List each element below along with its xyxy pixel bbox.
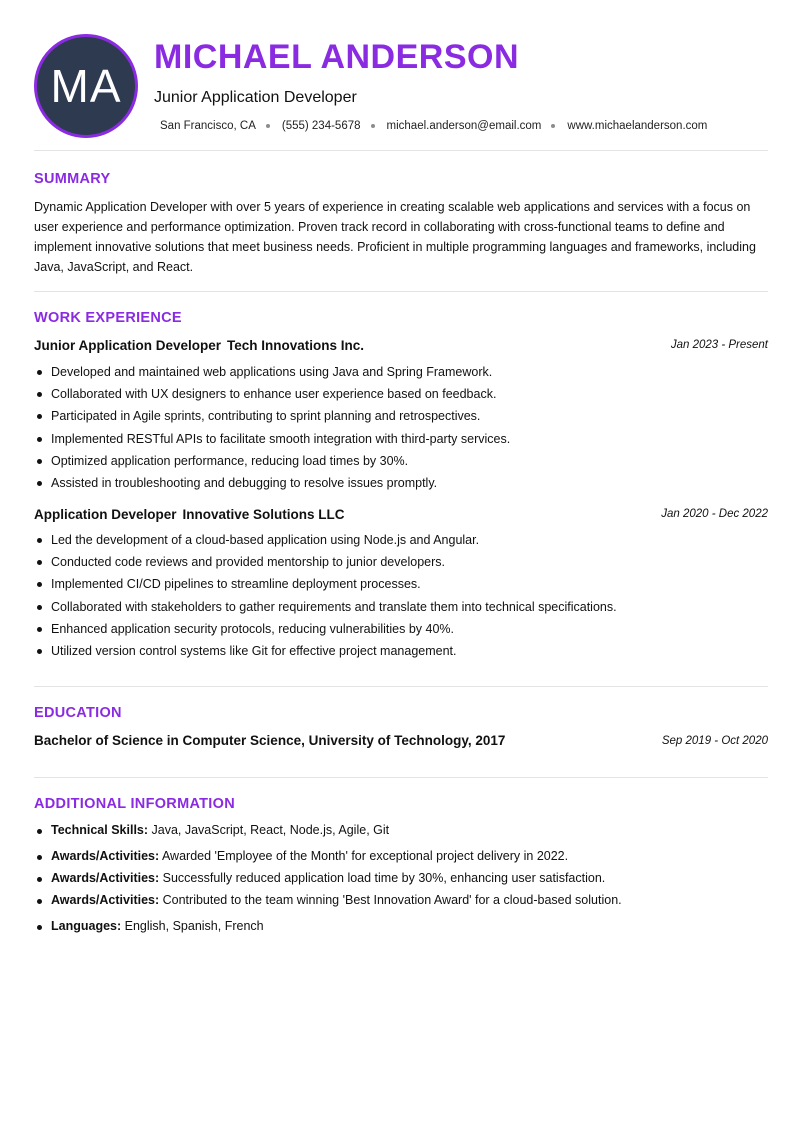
list-item: Assisted in troubleshooting and debugging to resolve issues promptly. xyxy=(34,472,768,494)
summary-heading: SUMMARY xyxy=(34,171,111,187)
section-divider xyxy=(34,150,768,151)
list-item: Collaborated with stakeholders to gather requirements and translate them into technical specifications. xyxy=(34,596,768,618)
job-header xyxy=(34,338,768,356)
job-title: Junior Application Developer xyxy=(154,89,357,106)
item-value: Successfully reduced application load time by 30%, enhancing user satisfaction. xyxy=(159,871,606,885)
additional-info-heading: ADDITIONAL INFORMATION xyxy=(34,796,235,812)
job-bullet-list xyxy=(34,361,768,494)
job-role: Junior Application Developer xyxy=(34,338,222,353)
separator-dot-icon xyxy=(266,124,270,128)
item-label: Languages: xyxy=(51,919,122,933)
list-item: Utilized version control systems like Git for effective project management. xyxy=(34,640,768,662)
section-divider xyxy=(34,291,768,292)
list-item: Implemented RESTful APIs to facilitate smooth integration with third-party services. xyxy=(34,428,768,450)
summary-text: Dynamic Application Developer with over 5 years of experience in creating scalable web applications and services with a focus on user experience and performance optimization. Proven track record in collaborating with cross-functional teams to define and implement innovative solutions that meet business needs. Proficient in multiple programming languages and frameworks, including Java, JavaScript, and React. xyxy=(34,200,756,274)
list-item: Implemented CI/CD pipelines to streamline deployment processes. xyxy=(34,573,768,595)
list-item: Participated in Agile sprints, contributing to sprint planning and retrospectives. xyxy=(34,405,768,427)
job-dates: Jan 2020 - Dec 2022 xyxy=(661,508,768,520)
list-item: Collaborated with UX designers to enhance user experience based on feedback. xyxy=(34,383,768,405)
phone-text: (555) 234-5678 xyxy=(281,120,361,132)
list-item: Led the development of a cloud-based application using Node.js and Angular. xyxy=(34,529,768,551)
item-label: Technical Skills: xyxy=(51,823,149,837)
job-dates: Jan 2023 - Present xyxy=(670,339,768,351)
avatar-initials: MA xyxy=(50,60,122,112)
list-item: Conducted code reviews and provided mentorship to junior developers. xyxy=(34,551,768,573)
item-value: Contributed to the team winning 'Best Innovation Award' for a cloud-based solution. xyxy=(159,893,622,907)
job-company: Innovative Solutions LLC xyxy=(182,507,345,522)
job-header xyxy=(34,507,768,525)
avatar xyxy=(34,34,138,138)
education-entry xyxy=(34,733,768,751)
list-item: Optimized application performance, reducing load times by 30%. xyxy=(34,450,768,472)
separator-dot-icon xyxy=(551,124,555,128)
list-item: Developed and maintained web applications using Java and Spring Framework. xyxy=(34,361,768,383)
work-experience-heading: WORK EXPERIENCE xyxy=(34,310,182,326)
section-divider xyxy=(34,777,768,778)
section-divider xyxy=(34,686,768,687)
item-value: English, Spanish, French xyxy=(121,919,264,933)
list-item xyxy=(34,823,389,837)
candidate-name: MICHAEL ANDERSON xyxy=(154,38,520,76)
location-text: San Francisco, CA xyxy=(160,120,256,132)
job-bullet-list xyxy=(34,529,768,662)
item-label: Awards/Activities: xyxy=(51,849,160,863)
list-item xyxy=(34,893,622,907)
email-link[interactable]: michael.anderson@email.com xyxy=(386,120,542,132)
resume-header xyxy=(34,34,768,138)
item-label: Awards/Activities: xyxy=(51,871,160,885)
contact-info xyxy=(160,120,707,132)
job-company: Tech Innovations Inc. xyxy=(227,338,365,353)
website-link[interactable]: www.michaelanderson.com xyxy=(567,120,708,132)
list-item: Enhanced application security protocols, reducing vulnerabilities by 40%. xyxy=(34,618,768,640)
list-item xyxy=(34,871,605,885)
education-heading: EDUCATION xyxy=(34,705,122,721)
job-role: Application Developer xyxy=(34,507,177,522)
education-dates: Sep 2019 - Oct 2020 xyxy=(661,735,768,747)
list-item xyxy=(34,919,264,933)
separator-dot-icon xyxy=(371,124,375,128)
list-item xyxy=(34,849,568,863)
degree-text: Bachelor of Science in Computer Science, University of Technology, 2017 xyxy=(34,733,506,748)
item-value: Java, JavaScript, React, Node.js, Agile, Git xyxy=(148,823,390,837)
item-label: Awards/Activities: xyxy=(51,893,160,907)
item-value: Awarded 'Employee of the Month' for exceptional project delivery in 2022. xyxy=(159,849,569,863)
